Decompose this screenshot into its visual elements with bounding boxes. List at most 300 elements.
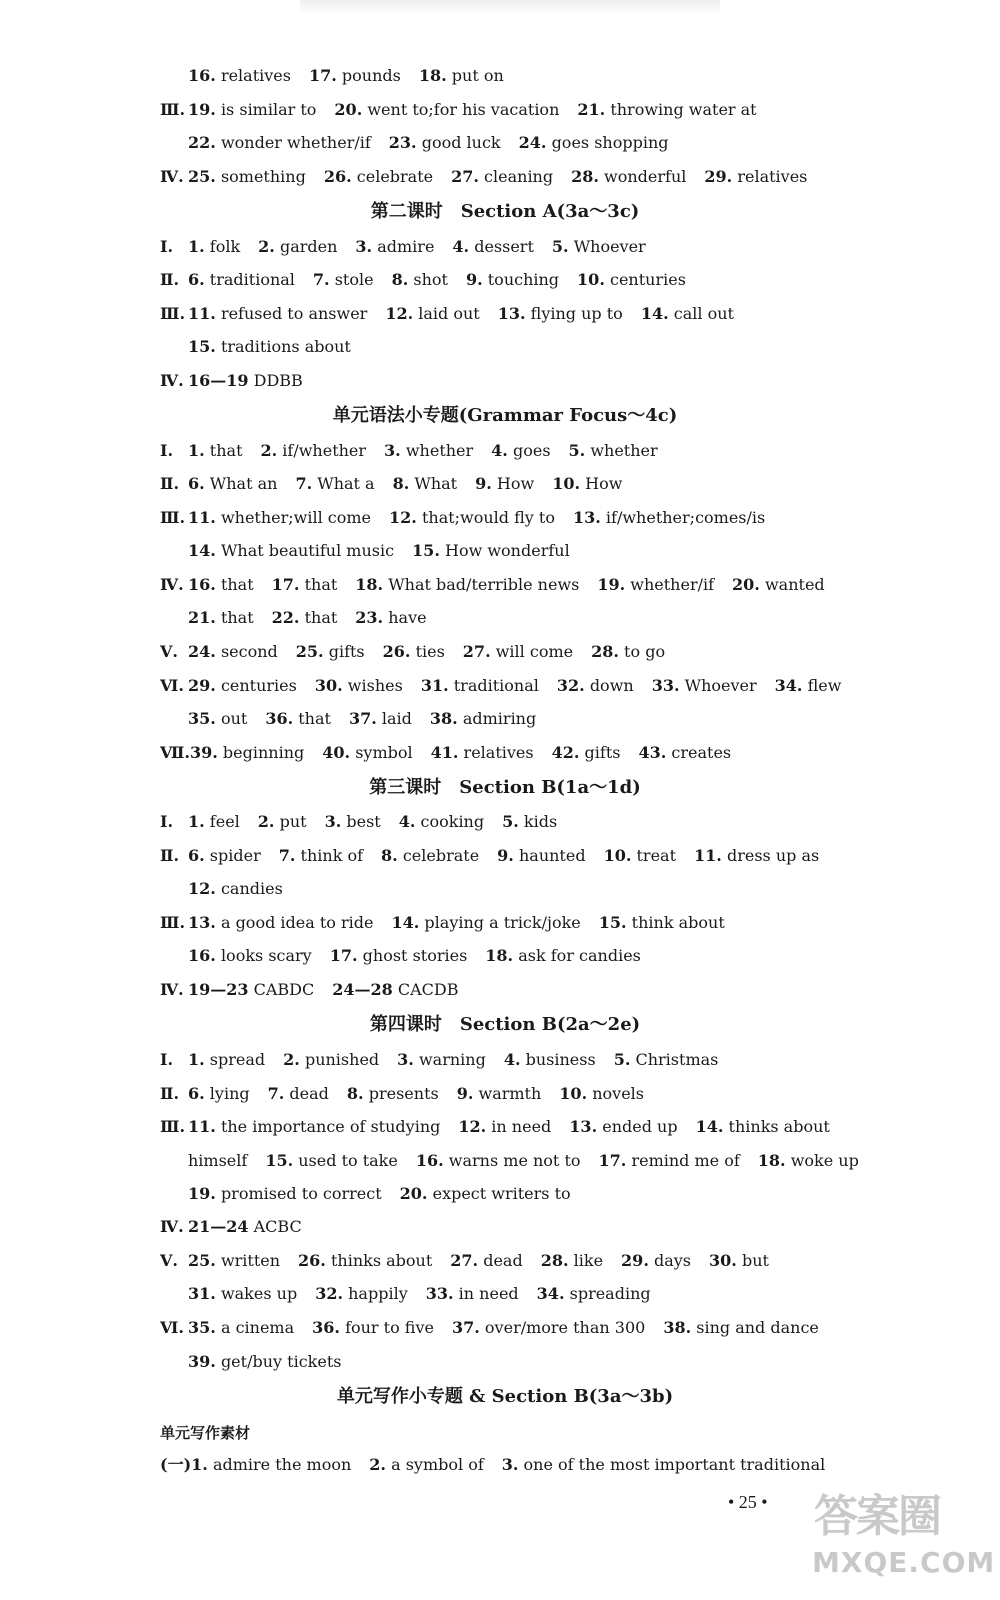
answer-item [416, 1151, 581, 1170]
question-number: 7. [312, 270, 330, 289]
answer-text: wakes up [220, 1284, 298, 1303]
answer-text: ask for candies [518, 946, 641, 965]
answer-text: candies [220, 879, 283, 898]
answer-line [188, 541, 850, 561]
answer-text: dead [483, 1251, 523, 1270]
question-number: 12. [458, 1117, 487, 1136]
answer-item [392, 270, 448, 289]
answer-item [475, 474, 534, 493]
question-number: 9. [497, 846, 514, 865]
part-numeral: Ⅱ. [160, 1084, 180, 1103]
answer-text: relatives [463, 743, 534, 762]
page-number: • 25 • [728, 1492, 768, 1512]
answer-text: have [388, 608, 427, 627]
answer-item [389, 508, 555, 527]
answer-item [573, 508, 765, 527]
answer-text: feel [209, 812, 240, 831]
answer-text: will come [495, 642, 574, 661]
answer-text: that [304, 608, 338, 627]
question-number: 1. [191, 1455, 208, 1474]
question-number: 2. [283, 1050, 300, 1069]
answer-item [355, 237, 434, 256]
question-number: 16. [188, 66, 216, 85]
question-number: 9. [456, 1084, 474, 1103]
question-number: 25. [188, 1251, 216, 1270]
answer-text: get/buy tickets [220, 1352, 342, 1371]
answer-item [298, 1251, 432, 1270]
answer-item [188, 879, 283, 898]
answer-text: whether [590, 441, 658, 460]
answer-text: thinks about [330, 1251, 433, 1270]
answer-item [385, 304, 479, 323]
question-number: 28. [591, 642, 619, 661]
answer-line [160, 167, 850, 187]
answer-text: How wonderful [444, 541, 570, 560]
answer-text: warmth [478, 1084, 542, 1103]
question-number: 16. [188, 575, 216, 594]
answer-item [466, 270, 559, 289]
part-numeral: Ⅳ. [160, 1217, 184, 1236]
answer-item [541, 1251, 603, 1270]
question-number: 2. [258, 237, 275, 256]
question-number: 39. [188, 1352, 216, 1371]
question-number: 25. [188, 167, 216, 186]
answer-item [188, 642, 278, 661]
answer-item [709, 1251, 769, 1270]
section-heading: 第二课时 Section A(3a～3c) [370, 201, 640, 222]
answer-item [552, 237, 646, 256]
answer-item [641, 304, 734, 323]
answer-item [283, 1050, 379, 1069]
answer-text: stole [334, 270, 374, 289]
answer-text: ACBC [253, 1217, 302, 1236]
answer-line [160, 1117, 850, 1137]
answer-line [188, 1184, 850, 1204]
answer-text: ended up [602, 1117, 678, 1136]
answer-text: What bad/terrible news [388, 575, 580, 594]
answer-item [272, 575, 338, 594]
question-number: 22. [188, 133, 216, 152]
answer-text: went to;for his vacation [367, 100, 560, 119]
question-number: 24. [518, 133, 547, 152]
answer-text: that [209, 441, 243, 460]
question-number: 13. [188, 913, 216, 932]
answer-item [426, 1284, 519, 1303]
answer-text: thinks about [728, 1117, 830, 1136]
answer-text: spreading [569, 1284, 651, 1303]
answer-item [621, 1251, 691, 1270]
answer-text: spider [209, 846, 261, 865]
question-number: 14. [188, 541, 216, 560]
answer-text: that;would fly to [421, 508, 555, 527]
answer-text: Whoever [573, 237, 646, 256]
answer-item [188, 371, 303, 390]
answer-item [696, 1117, 830, 1136]
question-number: 11. [188, 304, 216, 323]
question-number: 19—23 [188, 980, 249, 999]
answer-line [188, 337, 850, 357]
answer-line [160, 812, 850, 832]
answer-line [160, 270, 850, 290]
answer-text: something [220, 167, 306, 186]
question-number: 8. [392, 474, 410, 493]
question-number: 17. [598, 1151, 627, 1170]
answer-text: traditional [453, 676, 539, 695]
answer-item [188, 1151, 247, 1170]
answer-text: symbol [355, 743, 413, 762]
question-number: 1. [188, 1050, 205, 1069]
answer-text: admire [377, 237, 435, 256]
question-number: 20. [732, 575, 760, 594]
question-number: 29. [188, 676, 216, 695]
answer-item [504, 1050, 596, 1069]
answer-item [258, 237, 337, 256]
question-number: 41. [430, 743, 459, 762]
answer-text: admiring [462, 709, 537, 728]
answer-item [571, 167, 686, 186]
answer-text: flew [807, 676, 842, 695]
answer-text: like [573, 1251, 604, 1270]
question-number: 16. [188, 946, 216, 965]
answer-item [265, 709, 331, 728]
question-number: 40. [322, 743, 351, 762]
answer-text: ties [415, 642, 445, 661]
part-numeral: Ⅲ. [160, 304, 186, 323]
answer-item [188, 1184, 382, 1203]
answer-text: a cinema [220, 1318, 295, 1337]
answer-item [431, 743, 534, 762]
answer-item [191, 1455, 351, 1474]
answer-item [188, 100, 316, 119]
answer-item [599, 913, 725, 932]
answer-text: out [220, 709, 248, 728]
answer-item [188, 913, 373, 932]
answer-line [160, 1084, 850, 1104]
answer-item [412, 541, 570, 560]
answer-item [704, 167, 807, 186]
answer-text: What beautiful music [220, 541, 395, 560]
question-number: 13. [572, 508, 601, 527]
question-number: 24. [188, 642, 216, 661]
answer-text: dress up as [726, 846, 820, 865]
question-number: 27. [450, 1251, 479, 1270]
answer-item [188, 1050, 265, 1069]
answer-item [188, 541, 394, 560]
answer-text: think about [631, 913, 725, 932]
answer-text: Christmas [635, 1050, 719, 1069]
question-number: 32. [556, 676, 585, 695]
answer-item [491, 441, 550, 460]
answer-item [330, 946, 468, 965]
answer-item [355, 608, 426, 627]
question-number: 6. [188, 846, 205, 865]
answer-line [160, 508, 850, 528]
question-number: 2. [369, 1455, 386, 1474]
answer-item [347, 1084, 439, 1103]
answer-item [188, 474, 277, 493]
answer-line [160, 100, 850, 120]
watermark-bottom-text: MXQE.COM [812, 1546, 996, 1579]
question-number: 14. [695, 1117, 724, 1136]
answer-item [381, 846, 479, 865]
answer-item [569, 441, 658, 460]
part-numeral: Ⅳ. [160, 575, 184, 594]
answer-text: business [525, 1050, 596, 1069]
sub-heading: 单元写作素材 [160, 1424, 251, 1442]
answer-text: whether [405, 441, 474, 460]
question-number: 38. [429, 709, 458, 728]
question-number: 18. [757, 1151, 786, 1170]
answer-text: presents [368, 1084, 439, 1103]
answer-text: warns me not to [448, 1151, 581, 1170]
answer-item [188, 237, 240, 256]
answer-item [399, 812, 484, 831]
question-number: 9. [465, 270, 483, 289]
answer-text: remind me of [631, 1151, 740, 1170]
answer-item [389, 133, 501, 152]
answer-item [188, 1318, 294, 1337]
answer-item [322, 743, 412, 762]
answer-line [188, 133, 850, 153]
answer-item [775, 676, 842, 695]
answer-item [383, 642, 445, 661]
answer-line [160, 1251, 850, 1271]
answer-text: centuries [609, 270, 686, 289]
answer-item [188, 846, 261, 865]
question-number: 27. [451, 167, 479, 186]
answer-text: is similar to [220, 100, 317, 119]
answer-item [188, 1217, 302, 1236]
question-number: 15. [598, 913, 627, 932]
question-number: 14. [640, 304, 669, 323]
answer-line [160, 474, 850, 494]
answer-item [384, 441, 473, 460]
answer-text: CACDB [397, 980, 459, 999]
question-number: 6. [188, 474, 205, 493]
question-number: 14. [391, 913, 420, 932]
question-number: 15. [265, 1151, 294, 1170]
answer-item [332, 980, 458, 999]
answer-text: happily [348, 1284, 408, 1303]
answer-text: himself [188, 1151, 248, 1170]
answer-text: cooking [420, 812, 485, 831]
answer-line [188, 1284, 850, 1304]
answer-text: four to five [345, 1318, 434, 1337]
answer-item [315, 1284, 408, 1303]
answer-text: relatives [737, 167, 808, 186]
answer-text: days [653, 1251, 692, 1270]
answer-item [638, 743, 731, 762]
question-number: 37. [451, 1318, 480, 1337]
answer-text: woke up [790, 1151, 859, 1170]
part-numeral: Ⅴ. [160, 1251, 178, 1270]
question-number: 42. [551, 743, 580, 762]
answer-line [160, 237, 850, 257]
answer-item [498, 304, 623, 323]
answer-text: traditional [209, 270, 295, 289]
question-number: 31. [420, 676, 449, 695]
answer-item [279, 846, 363, 865]
answer-text: DDBB [253, 371, 303, 390]
answer-text: over/more than 300 [484, 1318, 646, 1337]
question-number: 4. [398, 812, 416, 831]
answer-item [502, 1455, 825, 1474]
question-number: 35. [188, 1318, 216, 1337]
question-number: 30. [314, 676, 343, 695]
answer-text: second [220, 642, 278, 661]
answer-item [188, 608, 254, 627]
answer-item [188, 946, 312, 965]
answer-text: lying [209, 1084, 250, 1103]
answer-text: creates [671, 743, 732, 762]
question-number: 28. [571, 167, 599, 186]
answer-text: expect writers to [432, 1184, 571, 1203]
answer-text: call out [673, 304, 734, 323]
question-number: 33. [651, 676, 680, 695]
answer-item [604, 846, 676, 865]
answer-text: cleaning [484, 167, 554, 186]
answer-line [188, 709, 850, 729]
question-number: 17. [308, 66, 337, 85]
answer-item [485, 946, 641, 965]
answer-item [599, 1151, 740, 1170]
answer-item [188, 676, 297, 695]
question-number: 7. [278, 846, 296, 865]
answer-text: if/whether [282, 441, 367, 460]
answer-item [272, 608, 338, 627]
answer-item [309, 66, 401, 85]
answer-text: wanted [764, 575, 825, 594]
question-number: 2. [260, 441, 278, 460]
answer-item [188, 167, 306, 186]
question-number: 10. [603, 846, 632, 865]
answer-item [265, 1151, 398, 1170]
question-number: 34. [536, 1284, 565, 1303]
answer-text: admire the moon [212, 1455, 352, 1474]
answer-item [188, 337, 351, 356]
answer-text: one of the most important traditional [523, 1455, 826, 1474]
answer-line [160, 1050, 850, 1070]
question-number: 25. [295, 642, 324, 661]
part-numeral: Ⅲ. [160, 100, 186, 119]
part-numeral: Ⅱ. [160, 474, 180, 493]
question-number: 3. [397, 1050, 414, 1069]
answer-item [188, 575, 254, 594]
answer-item [188, 1284, 297, 1303]
answer-item [569, 1117, 677, 1136]
answer-line [160, 371, 850, 391]
answer-line [160, 642, 850, 662]
answer-item [552, 743, 621, 762]
answer-text: good luck [421, 133, 501, 152]
answer-line [160, 304, 850, 324]
answer-text: that [298, 709, 331, 728]
answer-item [452, 237, 533, 256]
question-number: 16. [415, 1151, 444, 1170]
question-number: 29. [704, 167, 733, 186]
answer-text: that [220, 608, 254, 627]
answer-item [188, 133, 371, 152]
answer-item [652, 676, 757, 695]
part-numeral: Ⅶ. [160, 743, 190, 762]
question-number: 33. [425, 1284, 454, 1303]
answer-text: pounds [341, 66, 401, 85]
answer-item [537, 1284, 651, 1303]
answer-line [160, 676, 850, 696]
part-numeral: (一) [160, 1455, 192, 1474]
answer-text: celebrate [356, 167, 434, 186]
question-number: 12. [188, 879, 216, 898]
question-number: 18. [418, 66, 447, 85]
answer-item [296, 642, 365, 661]
answer-item [497, 846, 585, 865]
answer-line [160, 913, 850, 933]
answer-line [160, 980, 850, 1000]
question-number: 21. [577, 100, 606, 119]
answer-text: promised to correct [220, 1184, 382, 1203]
answer-text: garden [279, 237, 338, 256]
answer-item [421, 676, 539, 695]
answer-item [324, 167, 433, 186]
question-number: 4. [452, 237, 470, 256]
answer-line [188, 66, 850, 86]
answer-text: folk [209, 237, 241, 256]
answer-text: What a [317, 474, 375, 493]
part-numeral: Ⅳ. [160, 167, 184, 186]
answer-item [457, 1084, 542, 1103]
part-numeral: Ⅰ. [160, 1050, 174, 1069]
answer-text: dessert [474, 237, 534, 256]
answer-text: haunted [518, 846, 586, 865]
answer-item [188, 1251, 280, 1270]
answer-text: in need [491, 1117, 552, 1136]
answer-text: the importance of studying [220, 1117, 441, 1136]
part-numeral: Ⅲ. [160, 508, 186, 527]
answer-text: down [589, 676, 634, 695]
question-number: 1. [188, 441, 205, 460]
question-number: 12. [385, 304, 414, 323]
part-numeral: Ⅲ. [160, 913, 186, 932]
question-number: 7. [267, 1084, 285, 1103]
question-number: 19. [188, 100, 216, 119]
answer-text: playing a trick/joke [424, 913, 581, 932]
question-number: 4. [503, 1050, 521, 1069]
question-number: 8. [346, 1084, 364, 1103]
answer-text: looks scary [220, 946, 312, 965]
answer-text: touching [487, 270, 560, 289]
question-number: 8. [381, 846, 398, 865]
part-numeral: Ⅰ. [160, 441, 174, 460]
answer-text: laid out [418, 304, 480, 323]
answer-text: kids [523, 812, 558, 831]
watermark-top-text: 答案圈 [814, 1491, 940, 1542]
answer-item [614, 1050, 719, 1069]
part-numeral: Ⅱ. [160, 846, 180, 865]
question-number: 20. [334, 100, 363, 119]
answer-item [188, 709, 247, 728]
answer-item [397, 1050, 486, 1069]
answer-text: dead [289, 1084, 329, 1103]
answer-text: centuries [220, 676, 297, 695]
answer-item [559, 1084, 644, 1103]
answer-item [325, 812, 381, 831]
question-number: 17. [329, 946, 358, 965]
question-number: 1. [188, 812, 205, 831]
question-number: 3. [501, 1455, 519, 1474]
answer-item [430, 709, 536, 728]
answer-text: a good idea to ride [220, 913, 374, 932]
question-number: 34. [774, 676, 803, 695]
